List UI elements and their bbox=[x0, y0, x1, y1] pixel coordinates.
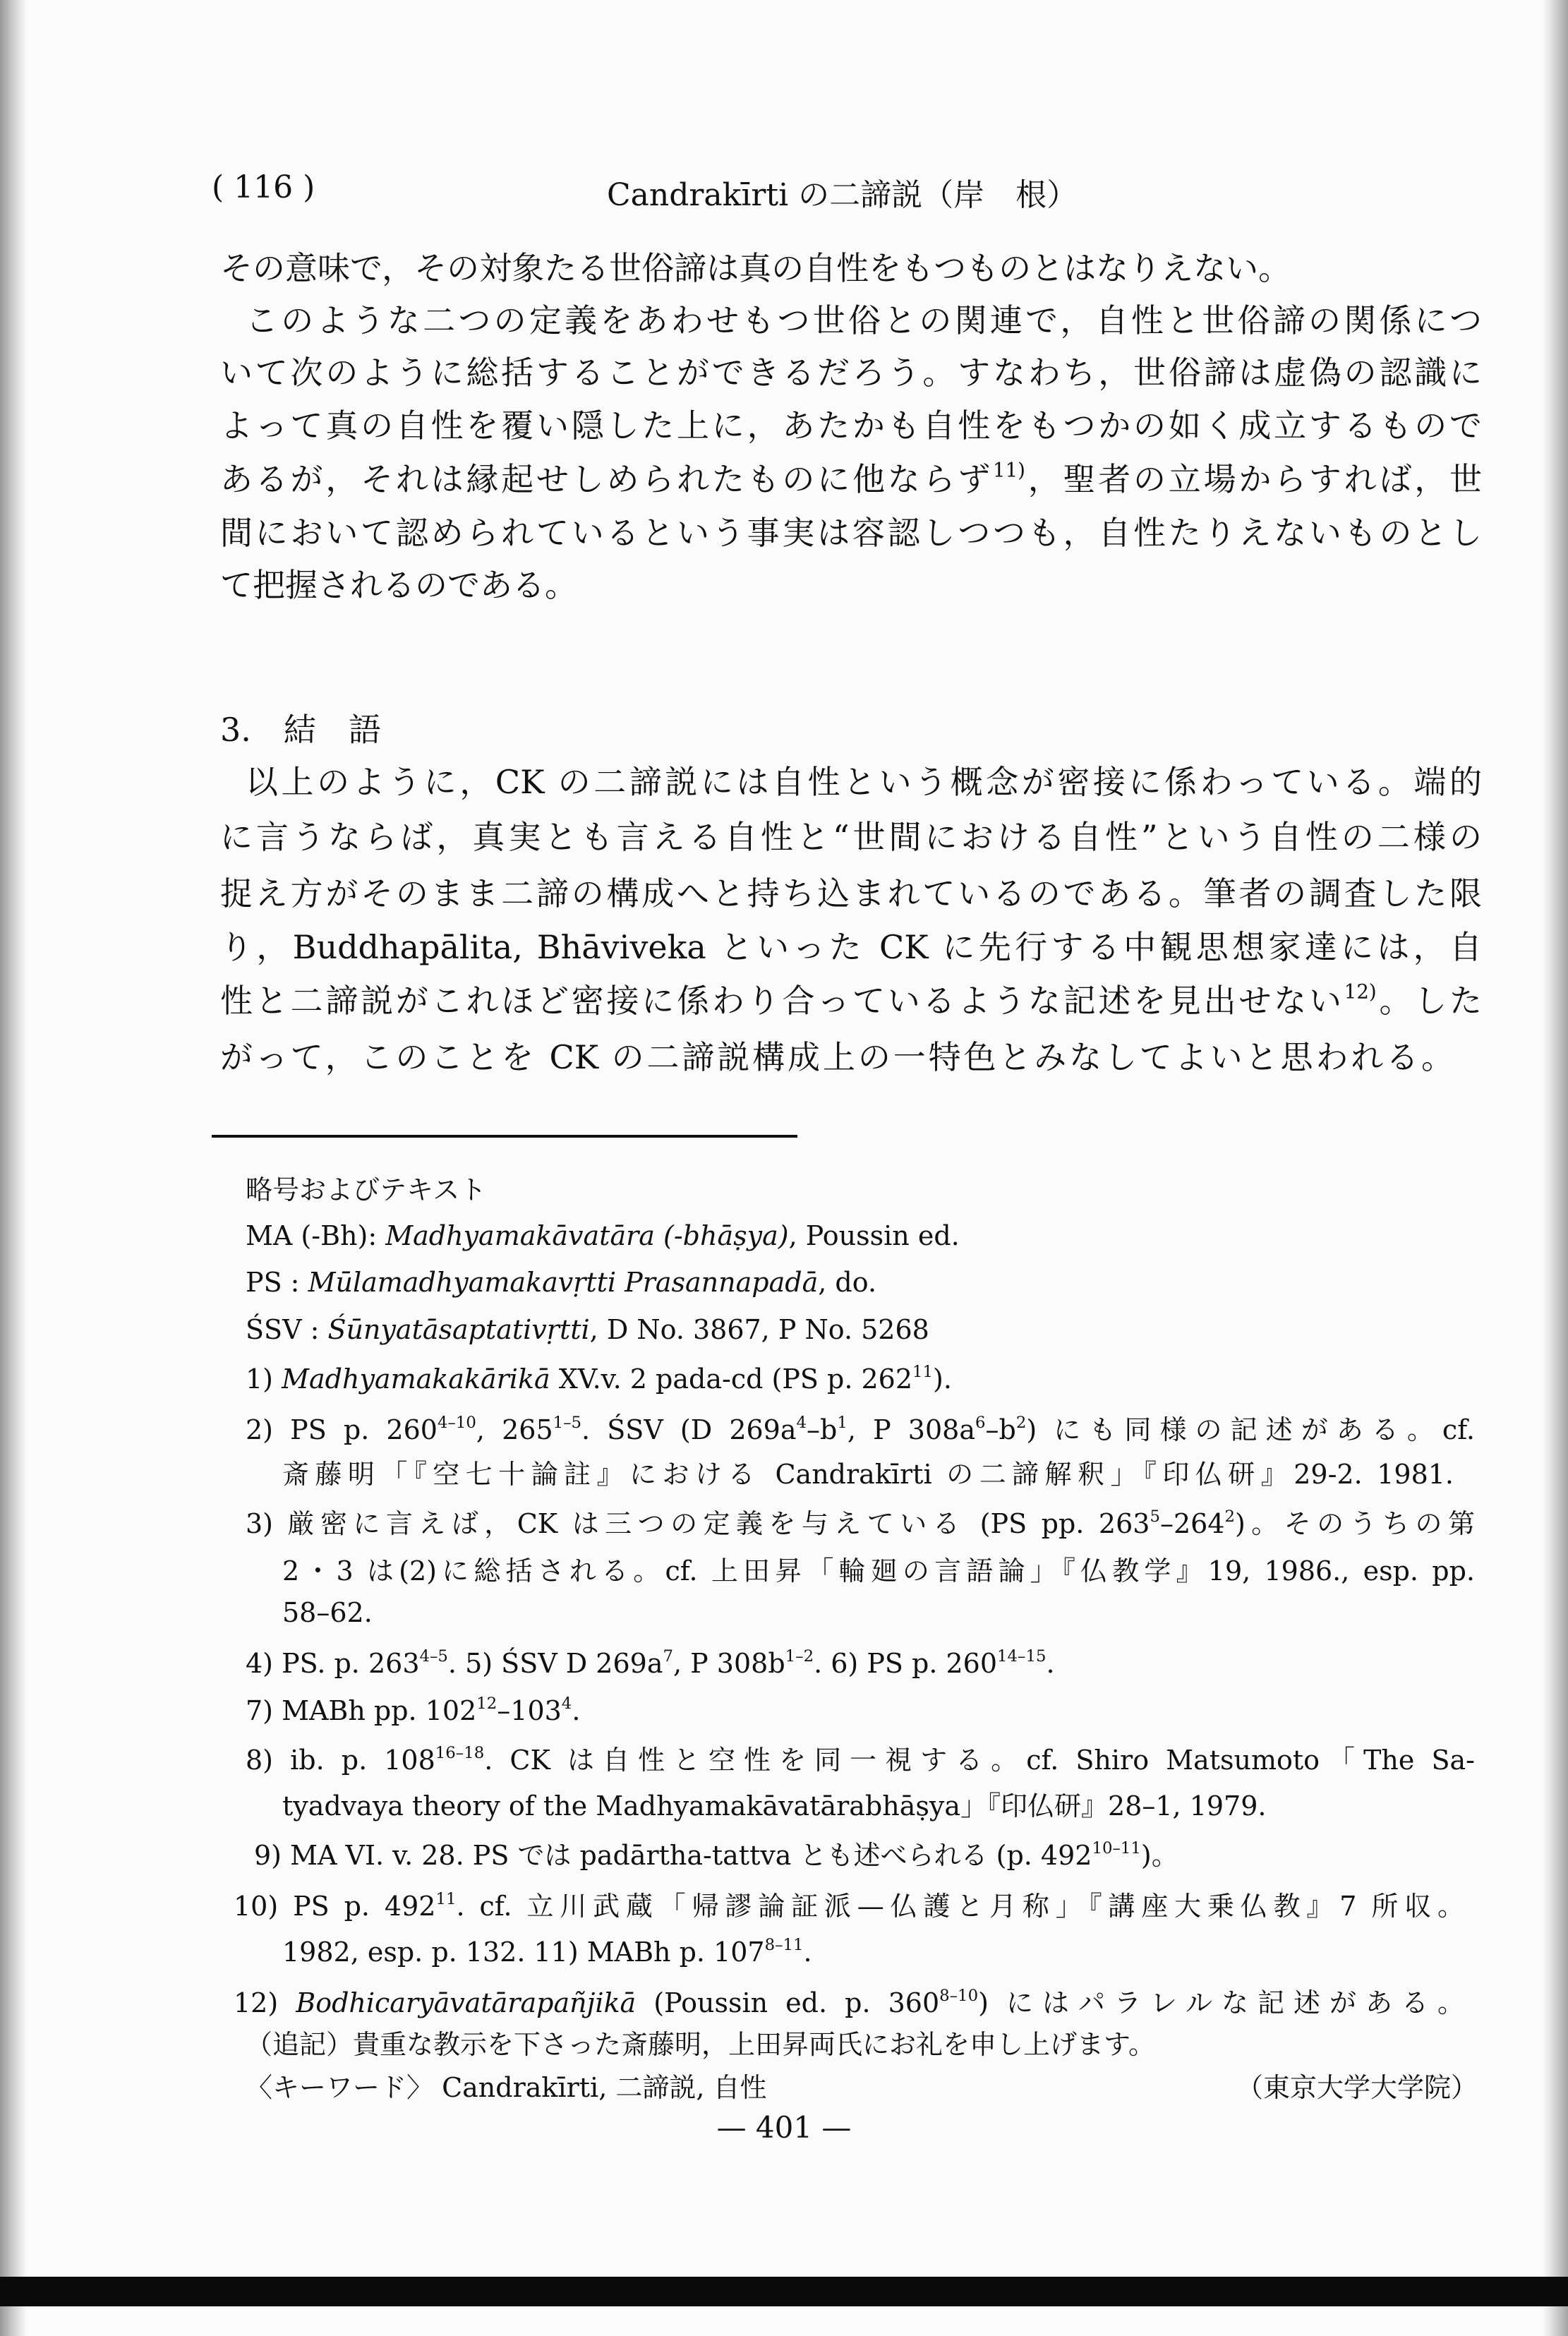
text-segment: . bbox=[572, 1695, 581, 1726]
footnote-line bbox=[246, 1216, 960, 1256]
superscript: 11 bbox=[912, 1363, 934, 1382]
footnote-line bbox=[246, 1359, 952, 1399]
text-line bbox=[220, 1035, 1454, 1080]
text-segment: 〈キーワード〉 Candrakīrti, 二諦説, 自性 bbox=[246, 2072, 767, 2103]
text-segment: ) にも同様の記述がある。cf. bbox=[1026, 1414, 1475, 1445]
text-segment: . ŚSV (D 269a bbox=[581, 1414, 797, 1445]
text-line bbox=[220, 871, 1482, 916]
text-segment: –b bbox=[985, 1414, 1016, 1445]
superscript: 7 bbox=[663, 1647, 673, 1666]
text-segment: あるが，それは縁起せしめられたものに他ならず bbox=[220, 460, 994, 498]
italic-title: Bodhicaryāvatārapañjikā bbox=[296, 1987, 637, 2018]
text-segment: 2) PS p. 260 bbox=[246, 1414, 438, 1445]
italic-title: Madhyamakāvatāra (-bhāṣya) bbox=[385, 1220, 789, 1251]
text-line bbox=[246, 298, 1482, 343]
scan-bottom-border bbox=[0, 2277, 1568, 2306]
scan-edge-right bbox=[1543, 0, 1568, 2336]
footnote-line bbox=[282, 1455, 1454, 1494]
text-segment: 58–62. bbox=[282, 1597, 373, 1628]
running-page-number: ( 116 ) bbox=[212, 169, 315, 205]
text-segment: がって，このことを CK の二諦説構成上の一特色とみなしてよいと思われる。 bbox=[220, 1038, 1454, 1076]
footnote-line bbox=[246, 1740, 1475, 1780]
footnote-line bbox=[234, 1983, 1464, 2023]
text-line bbox=[220, 562, 577, 608]
superscript: 12 bbox=[476, 1694, 497, 1714]
text-segment: その意味で，その対象たる世俗諦は真の自性をもつものとはなりえない。 bbox=[220, 249, 1291, 287]
italic-title: Madhyamakakārikā bbox=[282, 1363, 550, 1395]
superscript: 11 bbox=[435, 1890, 457, 1909]
author-affiliation: （東京大学大学院） bbox=[1236, 2072, 1478, 2103]
text-segment: て把握されるのである。 bbox=[220, 566, 577, 604]
superscript: 4–5 bbox=[419, 1647, 448, 1666]
text-segment: )。 bbox=[1140, 1840, 1178, 1871]
text-segment: ŚSV : bbox=[246, 1314, 328, 1345]
page-number: — 401 — bbox=[716, 2110, 852, 2145]
text-segment: いて次のように総括することができるだろう。すなわち，世俗諦は虚偽の認識に bbox=[220, 354, 1482, 392]
text-segment: 性と二諦説がこれほど密接に係わり合っているような記述を見出せない bbox=[220, 982, 1344, 1020]
text-segment: XV.v. 2 pada-cd (PS p. 262 bbox=[550, 1363, 913, 1395]
text-segment: . bbox=[1046, 1648, 1055, 1679]
section-heading bbox=[220, 707, 381, 752]
footnote-rule bbox=[212, 1135, 797, 1138]
superscript: 10–11 bbox=[1092, 1839, 1141, 1858]
superscript: 14–15 bbox=[997, 1647, 1047, 1666]
footnote-line bbox=[246, 1263, 876, 1302]
superscript: 4 bbox=[561, 1694, 572, 1714]
footnote-line bbox=[246, 1644, 1055, 1683]
footnote-line bbox=[246, 1410, 1475, 1450]
text-segment: （追記）貴重な教示を下さった斎藤明，上田昇両氏にお礼を申し上げます。 bbox=[246, 2029, 1155, 2060]
footnote-line bbox=[246, 2025, 1155, 2064]
footnote-line bbox=[254, 1836, 1178, 1875]
text-segment: 3. 結 語 bbox=[220, 711, 381, 749]
footnote-line bbox=[234, 1886, 1464, 1926]
text-segment: . CK は自性と空性を同一視する。cf. Shiro Matsumoto「The Sa- bbox=[484, 1745, 1476, 1776]
superscript: 5 bbox=[1150, 1507, 1160, 1527]
text-segment: 10) PS p. 492 bbox=[234, 1891, 436, 1922]
text-segment: , 265 bbox=[476, 1414, 553, 1445]
footnote-line bbox=[246, 2068, 767, 2107]
footnote-line bbox=[246, 1691, 580, 1730]
text-line bbox=[220, 925, 1482, 970]
superscript: 2 bbox=[1015, 1414, 1027, 1433]
text-segment: 捉え方がそのまま二諦の構成へと持ち込まれているのである。筆者の調査した限 bbox=[220, 874, 1482, 913]
text-segment: –264 bbox=[1159, 1508, 1225, 1539]
superscript: 1–2 bbox=[785, 1647, 814, 1666]
text-segment: 。した bbox=[1376, 982, 1483, 1020]
text-segment: . 5) ŚSV D 269a bbox=[447, 1648, 663, 1679]
text-line bbox=[246, 759, 1482, 805]
text-line bbox=[220, 457, 1482, 502]
text-segment: –b bbox=[807, 1414, 838, 1445]
text-segment: に言うならば，真実とも言える自性と“世間における自性”という自性の二様の bbox=[220, 818, 1482, 856]
footnote-line bbox=[246, 1504, 1475, 1543]
text-segment: . 6) PS p. 260 bbox=[814, 1648, 998, 1679]
scan-edge-left bbox=[0, 0, 27, 2336]
text-segment: 4) PS. p. 263 bbox=[246, 1648, 420, 1679]
text-segment: , P 308b bbox=[673, 1648, 785, 1679]
footnote-line bbox=[282, 1593, 373, 1632]
text-segment: よって真の自性を覆い隠した上に，あたかも自性をもつかの如く成立するもので bbox=[220, 407, 1482, 445]
text-segment: (Poussin ed. p. 360 bbox=[636, 1987, 940, 2018]
text-line bbox=[220, 978, 1482, 1023]
superscript: 1 bbox=[837, 1414, 848, 1433]
text-segment: , P 308a bbox=[847, 1414, 975, 1445]
text-line bbox=[220, 510, 1482, 555]
superscript: 8–10 bbox=[939, 1987, 979, 2006]
superscript: 6 bbox=[975, 1414, 986, 1433]
text-segment: , do. bbox=[818, 1267, 877, 1298]
superscript: 4 bbox=[796, 1414, 807, 1433]
text-segment: 1982, esp. p. 132. 11) MABh p. 107 bbox=[282, 1937, 765, 1968]
text-segment: , D No. 3867, P No. 5268 bbox=[589, 1314, 929, 1345]
text-line bbox=[220, 246, 1291, 291]
text-segment: 間において認められているという事実は容認しつつも，自性たりえないものとし bbox=[220, 514, 1482, 552]
text-segment: 12) bbox=[234, 1987, 296, 2018]
footnote-line bbox=[246, 1310, 929, 1349]
text-segment: MA (-Bh): bbox=[246, 1220, 386, 1251]
text-segment: 9) MA VI. v. 28. PS では padārtha-tattva とも述べられる (p. 492 bbox=[254, 1840, 1092, 1871]
text-segment: 1) bbox=[246, 1363, 282, 1395]
text-segment: . cf. 立川武蔵「帰謬論証派—仏護と月称」『講座大乗仏教』7 所収。 bbox=[456, 1891, 1464, 1922]
superscript: 1–5 bbox=[553, 1414, 582, 1433]
superscript: 4–10 bbox=[437, 1414, 476, 1433]
text-segment: 斎藤明「『空七十論註』における Candrakīrti の二諦解釈」『印仏研』29-2. 1981. bbox=[282, 1459, 1454, 1490]
italic-title: Śūnyatāsaptativṛtti bbox=[327, 1314, 590, 1345]
text-segment: . bbox=[803, 1937, 812, 1968]
text-line bbox=[220, 350, 1482, 395]
text-segment: 以上のように，CK の二諦説には自性という概念が密接に係わっている。端的 bbox=[246, 763, 1482, 801]
text-segment: tyadvaya theory of the Madhyamakāvatārabhāṣya」『印仏研』28–1, 1979. bbox=[282, 1790, 1267, 1822]
text-segment: 7) MABh pp. 102 bbox=[246, 1695, 477, 1726]
text-segment: 2・3 は(2)に総括される。cf. 上田昇「輪廻の言語論」『仏教学』19, 1986., esp. pp. bbox=[282, 1555, 1475, 1587]
text-segment: ，聖者の立場からすれば，世 bbox=[1025, 460, 1483, 498]
superscript: 11) bbox=[993, 458, 1025, 482]
text-line bbox=[220, 403, 1482, 448]
text-segment: 3) 厳密に言えば，CK は三つの定義を与えている (PS pp. 263 bbox=[246, 1508, 1150, 1539]
footnote-line bbox=[282, 1551, 1475, 1591]
text-segment: )。そのうちの第 bbox=[1235, 1508, 1475, 1539]
superscript: 8–11 bbox=[764, 1936, 804, 1955]
text-segment: り，Buddhapālita, Bhāviveka といった CK に先行する中観思想家達には，自 bbox=[220, 928, 1482, 966]
text-segment: ) にはパラレルな記述がある。 bbox=[978, 1987, 1464, 2018]
text-line bbox=[220, 814, 1482, 860]
superscript: 12) bbox=[1344, 980, 1377, 1004]
superscript: 2 bbox=[1224, 1507, 1235, 1527]
italic-title: Mūlamadhyamakavṛtti Prasannapadā bbox=[308, 1267, 819, 1298]
text-segment: –103 bbox=[497, 1695, 562, 1726]
text-segment: 8) ib. p. 108 bbox=[246, 1745, 435, 1776]
superscript: 16–18 bbox=[435, 1744, 485, 1763]
footnote-line bbox=[282, 1786, 1266, 1826]
text-segment: , Poussin ed. bbox=[788, 1220, 960, 1251]
text-segment: 略号およびテキスト bbox=[246, 1174, 487, 1205]
text-segment: ). bbox=[933, 1363, 952, 1395]
footnote-line bbox=[246, 1170, 486, 1210]
footnote-line bbox=[282, 1932, 812, 1972]
running-title: Candrakīrti の二諦説（岸 根） bbox=[607, 177, 1078, 213]
text-segment: このような二つの定義をあわせもつ世俗との関連で，自性と世俗諦の関係につ bbox=[246, 301, 1482, 339]
text-segment: PS : bbox=[246, 1267, 308, 1298]
